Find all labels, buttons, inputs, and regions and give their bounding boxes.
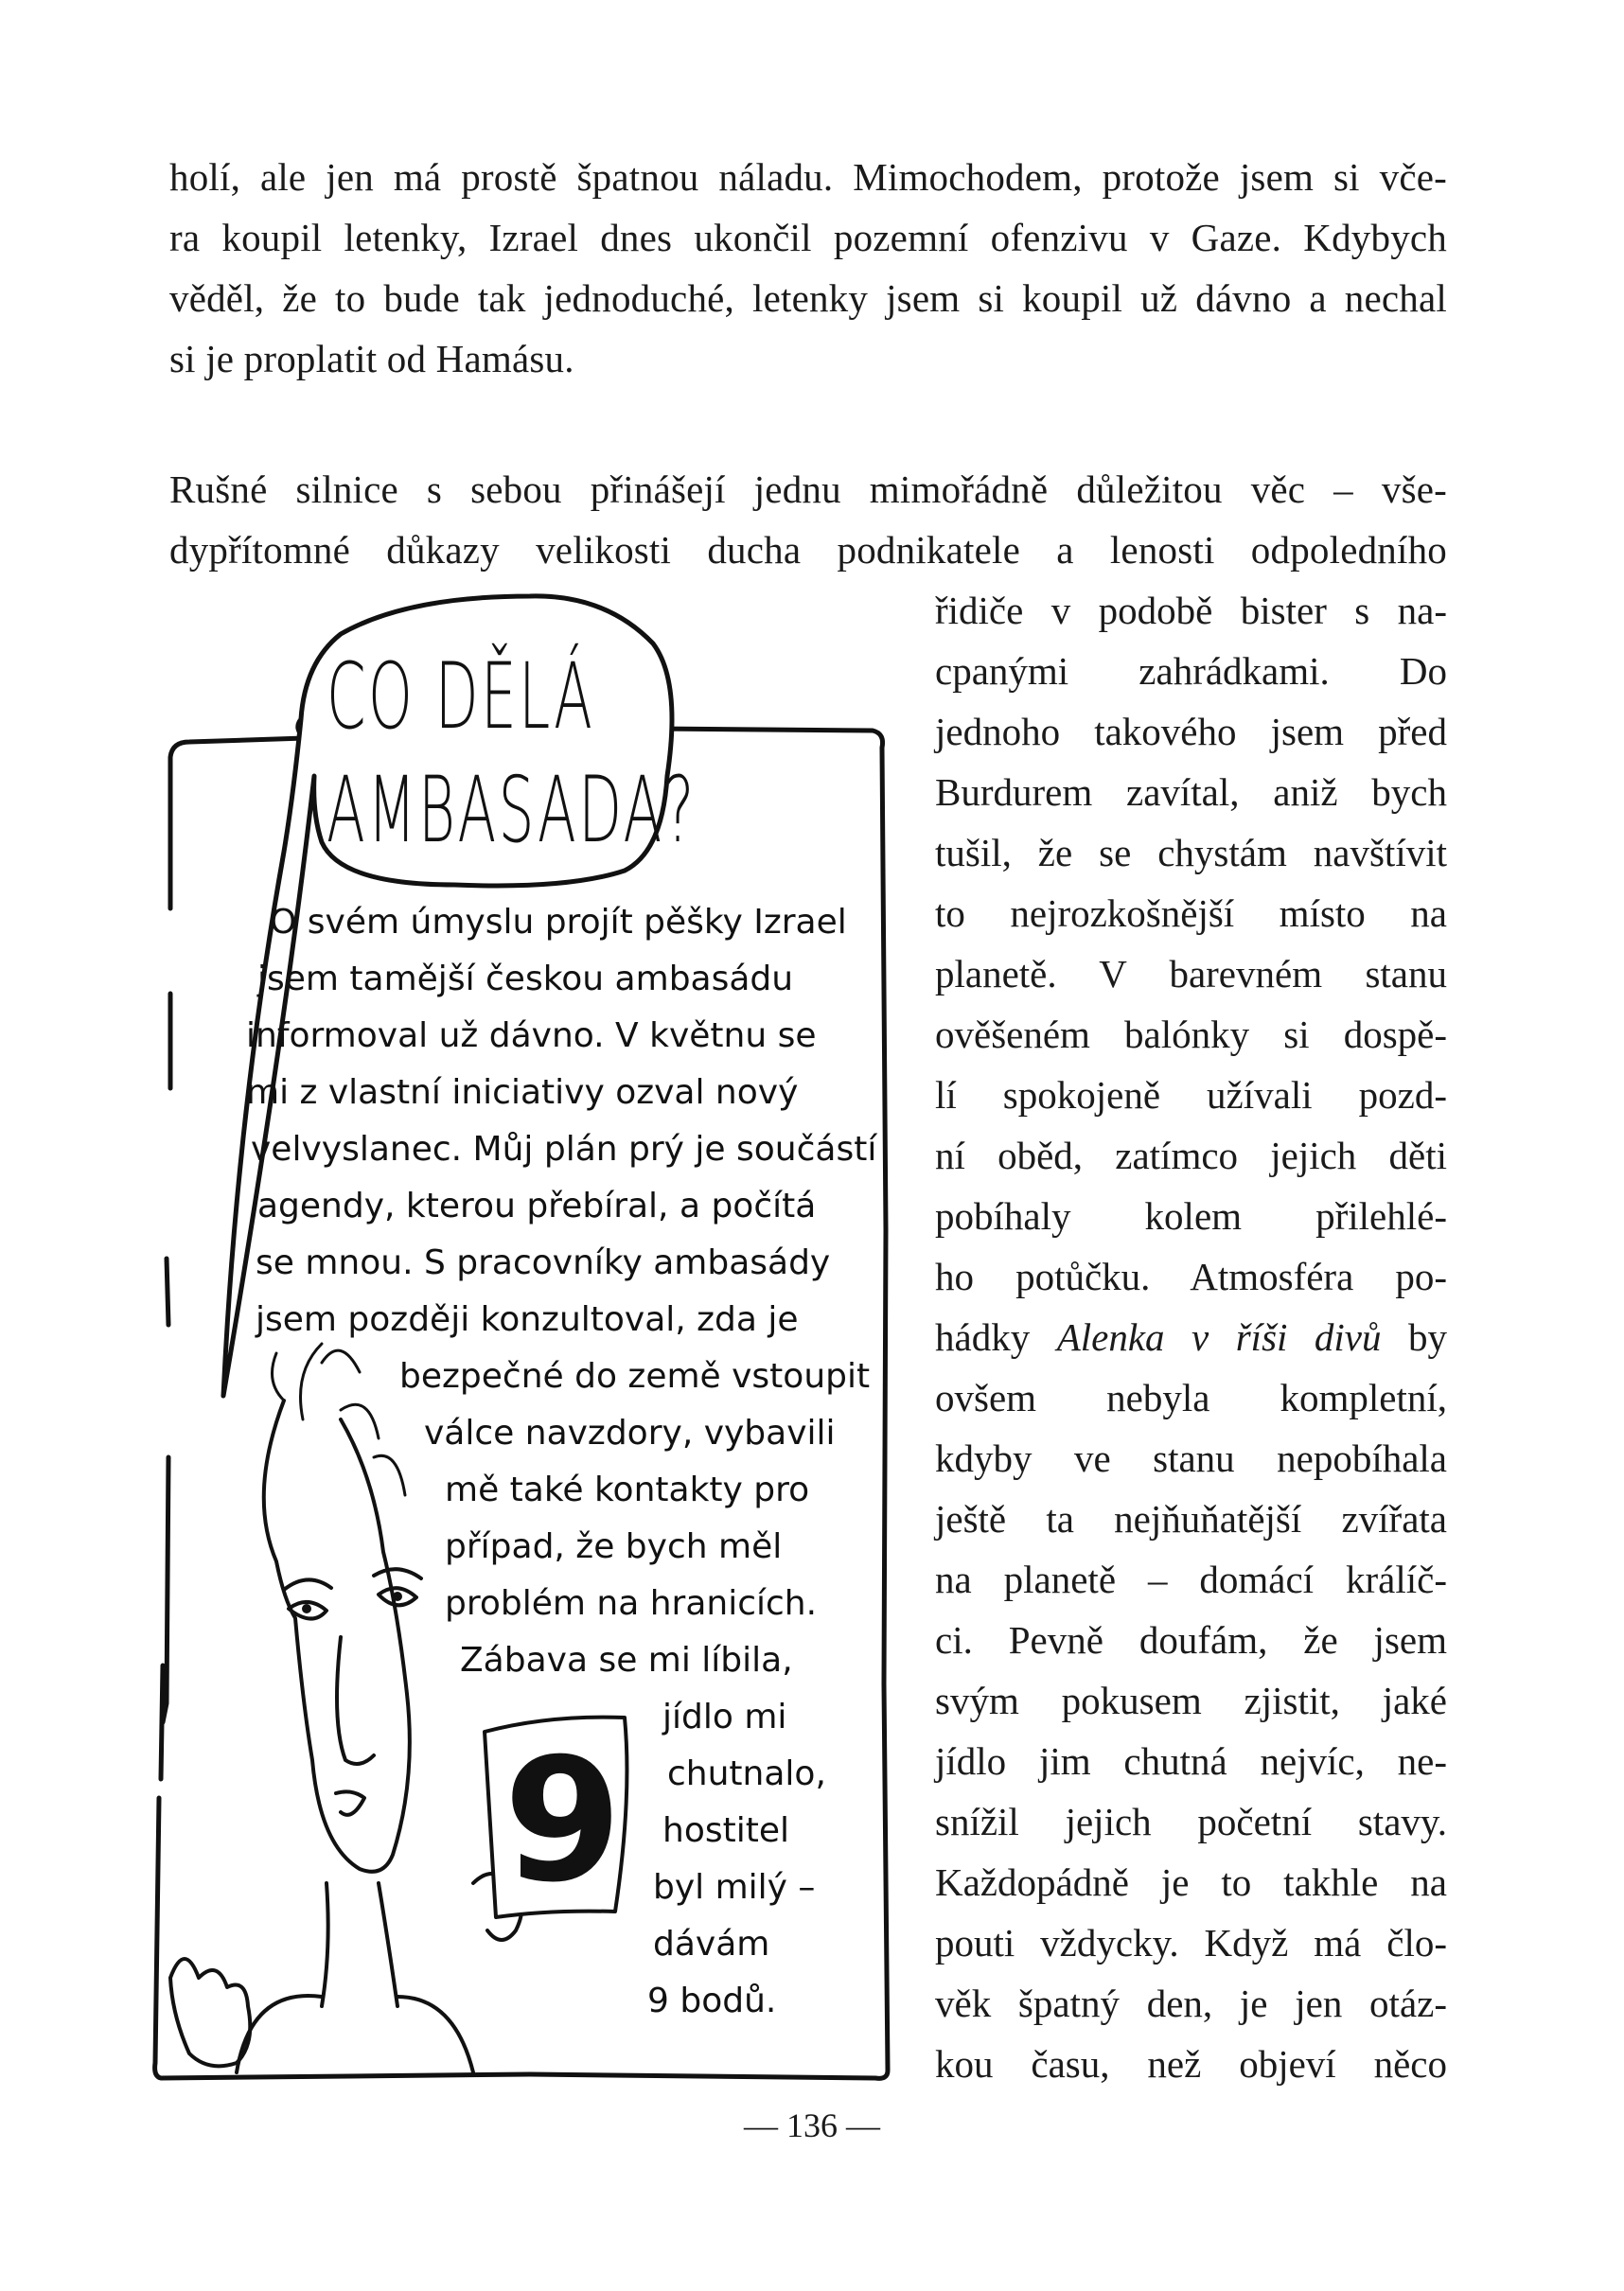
character-nose xyxy=(337,1637,374,1764)
text-line: jídlo jim chutná nejvíc, ne- xyxy=(935,1739,1447,1783)
text-fragment: hádky xyxy=(935,1315,1057,1359)
text-line: ci. Pevně doufám, že jsem xyxy=(935,1618,1447,1662)
book-title: Alenka v říši divů xyxy=(1056,1315,1382,1359)
text-line: ověšeném balónky si dospě- xyxy=(935,1013,1447,1056)
character-neck xyxy=(322,1883,397,2006)
box-text-line: bezpečné do země vstoupit xyxy=(399,1357,871,1396)
text-line: Každopádně je to takhle na xyxy=(935,1860,1447,1904)
character-hair xyxy=(273,1344,406,1495)
text-line: řidiče v podobě bister s na- xyxy=(935,589,1447,632)
text-line: si je proplatit od Hamásu. xyxy=(169,337,574,380)
box-text-line: mi z vlastní iniciativy ozval nový xyxy=(246,1073,799,1112)
text-line: dypřítomné důkazy velikosti ducha podnikatele a lenosti odpoledního xyxy=(169,528,1447,572)
box-text-line: 9 bodů. xyxy=(647,1982,777,2020)
text-line: tušil, že se chystám navštívit xyxy=(935,831,1447,874)
text-line: pouti vždycky. Když má člo- xyxy=(935,1921,1447,1965)
box-text-line: O svém úmyslu projít pěšky Izrael xyxy=(270,903,847,942)
text-line: ovšem nebyla kompletní, xyxy=(935,1376,1447,1419)
score-number: 9 xyxy=(503,1722,623,1920)
box-text-line: se mnou. S pracovníky ambasády xyxy=(256,1243,831,1282)
box-text-line: jídlo mi xyxy=(662,1698,787,1736)
text-line: to nejrozkošnější místo na xyxy=(935,891,1447,935)
box-text-line: byl milý – xyxy=(653,1868,816,1907)
box-text-line: chutnalo, xyxy=(667,1754,826,1793)
text-line: věk špatný den, je jen otáz- xyxy=(935,1982,1447,2025)
box-text-line: mě také kontakty pro xyxy=(445,1471,810,1509)
text-line: jednoho takového jsem před xyxy=(935,710,1447,753)
text-line: ještě ta nejňuňatější zvířata xyxy=(935,1497,1447,1541)
box-text-line: agendy, kterou přebíral, a počítá xyxy=(257,1187,817,1225)
box-text-line: informoval už dávno. V květnu se xyxy=(246,1016,817,1055)
text-line: na planetě – domácí králíč- xyxy=(935,1558,1447,1601)
box-text-line: hostitel xyxy=(662,1811,789,1850)
character-left-hand xyxy=(170,1959,250,2066)
text-line: snížil jejich početní stavy. xyxy=(935,1800,1447,1843)
text-fragment: by xyxy=(1381,1315,1448,1359)
box-text-line: případ, že bych měl xyxy=(445,1527,783,1566)
page-number: — 136 — xyxy=(744,2106,880,2144)
character-head xyxy=(264,1401,410,1872)
text-line: ra koupil letenky, Izrael dnes ukončil pozemní ofenzivu v Gaze. Kdybych xyxy=(169,216,1447,259)
text-line: ní oběd, zatímco jejich děti xyxy=(935,1134,1447,1177)
text-line: kdyby ve stanu nepobíhala xyxy=(935,1436,1447,1480)
box-text-line: jsem tamější českou ambasádu xyxy=(257,960,794,998)
text-line: lí spokojeně užívali pozd- xyxy=(935,1073,1447,1117)
box-text-line: dávám xyxy=(653,1925,770,1964)
text-line: cpanými zahrádkami. Do xyxy=(935,649,1447,693)
text-line: ho potůčku. Atmosféra po- xyxy=(935,1255,1447,1298)
box-text-line: válce navzdory, vybavili xyxy=(424,1414,836,1453)
text-line: Rušné silnice s sebou přinášejí jednu mimořádně důležitou věc – vše- xyxy=(169,467,1447,511)
text-line: holí, ale jen má prostě špatnou náladu. Mimochodem, protože jsem si vče- xyxy=(169,155,1447,199)
box-text-line: Zábava se mi líbila, xyxy=(460,1641,793,1680)
text-line: planetě. V barevném stanu xyxy=(935,952,1447,996)
box-title-line1: CO DĚLÁ xyxy=(327,643,595,749)
text-line: kou času, než objeví něco xyxy=(935,2042,1447,2086)
text-line: svým pokusem zjistit, jaké xyxy=(935,1679,1447,1722)
text-line: Burdurem zavítal, aniž bych xyxy=(935,770,1447,814)
text-line: věděl, že to bude tak jednoduché, letenky jsem si koupil už dávno a nechal xyxy=(169,276,1447,320)
character-mouth xyxy=(336,1791,364,1815)
text-line: pobíhaly kolem přilehlé- xyxy=(935,1194,1447,1238)
box-text-line: jsem později konzultoval, zda je xyxy=(256,1300,799,1339)
character-body xyxy=(237,1996,473,2072)
box-text-line: velvyslanec. Můj plán prý je součástí xyxy=(251,1130,877,1169)
box-text-line: problém na hranicích. xyxy=(445,1584,818,1623)
box-title-line2: AMBASADA? xyxy=(327,757,697,863)
